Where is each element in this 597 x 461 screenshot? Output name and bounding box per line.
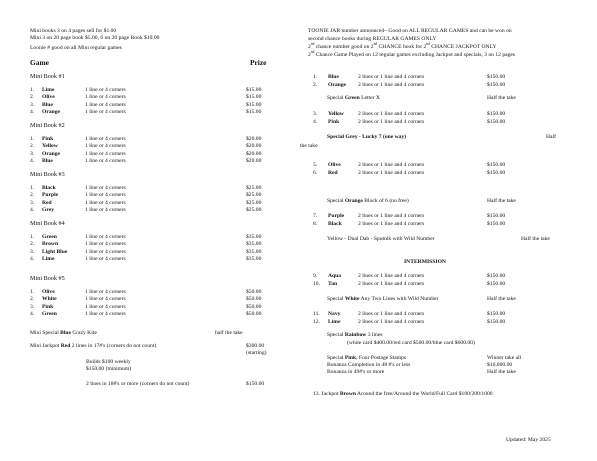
special-post: Letter X — [359, 95, 380, 101]
game-number: 3. — [30, 248, 35, 255]
special-pre: Special — [327, 198, 345, 204]
special-pink-prize: Winner take all — [487, 355, 522, 361]
toonie-note: second chance books during REGULAR GAMES ONLY — [308, 36, 437, 42]
special-orange — [327, 198, 409, 204]
game-prize: $150.00 — [487, 111, 506, 117]
game-description: 2 lines or 1 line and 4 corners — [358, 111, 425, 117]
game-color: Brown — [42, 241, 59, 248]
special-pre: Mini Special — [30, 330, 61, 336]
game-number: 7. — [313, 213, 318, 219]
game-description: 2 lines or 1 line and 4 corners — [358, 162, 425, 168]
game-color: Tan — [328, 281, 338, 287]
game-prize: $150.00 — [487, 119, 506, 125]
game-description: 1 line or 4 corners — [85, 310, 126, 317]
game-prize: $150.00 — [487, 319, 506, 325]
special-color: Blue — [60, 330, 72, 336]
sup: nd — [310, 42, 315, 47]
jackpot-pre: Jackpot — [321, 391, 340, 397]
game-number: 1. — [30, 289, 35, 295]
game-color: Olive — [42, 289, 55, 295]
game-color: Olive — [328, 162, 341, 168]
game-number: 12. — [313, 319, 320, 325]
game-number: 13. — [313, 391, 320, 397]
game-number: 4. — [30, 108, 35, 115]
mini-book-title: Mini Book #1 — [30, 73, 65, 80]
special-white — [327, 296, 439, 302]
jackpot-builds: Builds $100 weekly — [86, 359, 131, 365]
game-prize: $25.00 — [246, 206, 262, 213]
game-number: 1. — [30, 136, 35, 142]
game-prize: $35.00 — [246, 234, 262, 240]
game-color: Purple — [328, 213, 345, 219]
special-pre: Special — [327, 355, 345, 361]
game-prize: $50.00 — [246, 303, 262, 310]
special-green-prize: Half the take — [487, 95, 516, 101]
sup: nd — [373, 42, 378, 47]
game-description: 1 line or 4 corners — [85, 143, 126, 150]
game-prize: $50.00 — [246, 296, 262, 303]
game-number: 10. — [313, 281, 320, 287]
game-color: Navy — [328, 311, 341, 317]
game-prize: $15.00 — [246, 101, 262, 108]
game-color: Blue — [42, 101, 53, 108]
jackpot-post: 2 lines in 17#'s (corners do not count) — [70, 343, 157, 349]
jackpot-prize-note: (starting) — [246, 350, 267, 356]
game-color: Green — [42, 310, 57, 317]
game-prize: $35.00 — [246, 255, 262, 262]
game-number: 2. — [30, 192, 35, 199]
special-color: White — [344, 296, 360, 302]
game-description: 1 line or 4 corners — [85, 248, 126, 255]
text: Chance Game Played on 12 regular games excluding Jackpot and specials, 3 on 12 pages — [314, 52, 516, 58]
mini-book-title: Mini Book #2 — [30, 122, 65, 129]
game-color: Red — [42, 199, 52, 206]
game-description: 1 line or 4 corners — [85, 303, 126, 310]
game-color: Green — [42, 234, 57, 240]
game-description: 2 lines or 1 line and 4 corners — [358, 74, 425, 80]
game-number: 3. — [313, 111, 318, 117]
game-number: 4. — [30, 206, 35, 213]
game-description: 2 lines or 1 line and 4 corners — [358, 273, 425, 279]
game-number: 1. — [30, 234, 35, 240]
game-description: 2 lines or 1 line and 4 corners — [358, 82, 425, 88]
jackpot-color: Red — [60, 343, 71, 349]
jackpot-game — [313, 391, 493, 397]
game-color: Lime — [42, 87, 55, 93]
game-color: Lime — [328, 319, 341, 325]
special-pink — [327, 355, 406, 361]
game-prize: $50.00 — [246, 289, 262, 295]
game-number: 4. — [30, 157, 35, 164]
mini-book-title: Mini Book #3 — [30, 171, 65, 178]
jackpot-post: Around the free/Around the World/Full Card $100/200/1000 — [355, 391, 493, 397]
game-description: 2 lines or 1 line and 4 corners — [358, 319, 425, 325]
game-color: Blue — [328, 74, 339, 80]
game-color: Lime — [42, 255, 55, 262]
special-color: Green — [344, 95, 360, 101]
game-number: 2. — [30, 241, 35, 248]
game-description: 1 line or 4 corners — [85, 289, 126, 295]
game-number: 9. — [313, 273, 318, 279]
game-number: 6. — [313, 170, 318, 176]
bonanza-late-prize: Half the take — [487, 369, 516, 375]
text: CHANCE JACKPOT ONLY — [429, 44, 497, 50]
text: CHANCE book for 2 — [377, 44, 427, 50]
game-color: Olive — [42, 94, 55, 101]
game-description: 1 line or 4 corners — [85, 185, 126, 191]
mini-book-title: Mini Book #5 — [30, 275, 65, 282]
game-number: 8. — [313, 221, 318, 227]
special-pre: Special — [327, 95, 345, 101]
game-number: 4. — [313, 119, 318, 125]
bonanza-completion: Bonanza Completion in 48 #'s or less — [327, 362, 411, 368]
game-description: 1 line or 4 corners — [85, 87, 126, 93]
sputnik-special: Yellow - Dual Dab - Sputnik with Wild Number — [327, 236, 435, 242]
special-orange-prize: Half the take — [487, 198, 516, 204]
game-description: 2 lines or 1 line and 4 corners — [358, 221, 425, 227]
special-green — [327, 95, 380, 101]
jackpot-minimum: $150.00 (minimum) — [86, 366, 132, 372]
game-description: 2 lines or 1 line and 4 corners — [358, 119, 425, 125]
lead: 2 — [308, 44, 311, 50]
special-pre: Special — [327, 332, 345, 338]
bonanza-completion-prize: $10,000.00 — [487, 362, 513, 368]
game-prize: $15.00 — [246, 87, 262, 93]
game-color: Aqua — [328, 273, 342, 279]
game-color: Orange — [328, 82, 347, 88]
game-description: 1 line or 4 corners — [85, 199, 126, 206]
game-number: 3. — [30, 101, 35, 108]
special-post: Block of 6 (no free) — [362, 198, 409, 204]
game-description: 1 line or 4 corners — [85, 108, 126, 115]
bonanza-late: Bonanza in 49#'s or more — [327, 369, 385, 375]
toonie-note: TOONIE JAR number announced– Good on ALL REGULAR GAMES and can be won on — [308, 28, 512, 34]
game-prize: $20.00 — [246, 157, 262, 164]
game-prize: $25.00 — [246, 192, 262, 199]
jackpot-after: 2 lines in 18#'s or more (corners do not count) — [86, 381, 190, 387]
game-description: 1 line or 4 corners — [85, 101, 126, 108]
game-description: 2 lines or 1 line and 4 corners — [358, 213, 425, 219]
game-number: 2. — [30, 143, 35, 150]
game-description: 2 lines or 1 line and 4 corners — [358, 170, 425, 176]
game-description: 1 line or 4 corners — [85, 94, 126, 101]
jackpot-after-prize: $150.00 — [246, 381, 265, 387]
game-number: 3. — [30, 199, 35, 206]
game-prize: $25.00 — [246, 185, 262, 191]
game-prize: $25.00 — [246, 199, 262, 206]
game-number: 3. — [30, 150, 35, 157]
game-prize: $150.00 — [487, 311, 506, 317]
special-white-prize: Half the take — [487, 296, 516, 302]
game-color: Yellow — [42, 143, 58, 150]
jackpot-pre: Mini Jackpot — [30, 343, 61, 349]
special-grey-wrap: the take — [300, 143, 318, 149]
game-number: 2. — [313, 82, 318, 88]
loonie-note: Loonie # good on all Mini regular games — [30, 45, 122, 51]
game-number: 4. — [30, 255, 35, 262]
game-prize: $50.00 — [246, 310, 262, 317]
second-chance-note — [308, 44, 497, 50]
game-prize: $35.00 — [246, 241, 262, 248]
game-prize: $150.00 — [487, 74, 506, 80]
game-color: Blue — [42, 157, 53, 164]
special-pre: Special — [327, 296, 345, 302]
special-rainbow — [327, 332, 383, 338]
prize-header: Prize — [250, 58, 267, 67]
game-number: 3. — [30, 303, 35, 310]
game-prize: $15.00 — [246, 94, 262, 101]
game-description: 1 line or 4 corners — [85, 192, 126, 199]
special-color: Pink — [344, 355, 357, 361]
intro-line: Mini books 3 on 4 pages sell for $1.00 — [30, 28, 117, 34]
game-prize: $150.00 — [487, 273, 506, 279]
mini-book-title: Mini Book #4 — [30, 220, 65, 227]
special-color: Rainbow — [344, 332, 367, 338]
game-color: Orange — [42, 108, 61, 115]
game-number: 5. — [313, 162, 318, 168]
game-number: 4. — [30, 310, 35, 317]
game-color: Black — [42, 185, 56, 191]
sputnik-prize: Half the take — [521, 236, 550, 242]
game-header: Game — [30, 58, 49, 67]
game-prize: $150.00 — [487, 213, 506, 219]
game-prize: $150.00 — [487, 170, 506, 176]
game-prize: $20.00 — [246, 143, 262, 150]
intro-line: Mini 3 on 20 page book $5.00, 6 on 20 page Book $10.00 — [30, 35, 160, 41]
game-prize: $20.00 — [246, 136, 262, 142]
special-grey: Special Grey - Lucky 7 (one way) — [327, 134, 407, 140]
special-post: 3 lines — [366, 332, 383, 338]
mini-jackpot — [30, 343, 156, 349]
game-description: 1 line or 4 corners — [85, 296, 126, 303]
game-description: 1 line or 4 corners — [85, 136, 126, 142]
game-prize: $15.00 — [246, 108, 262, 115]
second-chance-played — [308, 52, 515, 58]
game-description: 2 lines or 1 line and 4 corners — [358, 281, 425, 287]
game-number: 1. — [30, 185, 35, 191]
game-color: Pink — [42, 303, 54, 310]
game-prize: $35.00 — [246, 248, 262, 255]
game-color: Grey — [42, 206, 55, 213]
mini-special — [30, 330, 97, 336]
special-post: Crazy Kite — [71, 330, 97, 336]
lead: 2 — [308, 52, 311, 58]
game-color: White — [42, 296, 57, 303]
special-post: Any Two Lines with Wild Number — [359, 296, 439, 302]
game-color: Black — [328, 221, 342, 227]
jackpot-prize: $300.00 — [246, 343, 265, 349]
game-number: 2. — [30, 94, 35, 101]
game-number: 1. — [313, 74, 318, 80]
game-number: 2. — [30, 296, 35, 303]
rainbow-cards: (white card $400.00/red card $500.00/blue card $600.00) — [347, 340, 475, 346]
intermission: INTERMISSION — [404, 259, 446, 265]
mini-special-prize: half the take — [215, 330, 243, 336]
game-color: Light Blue — [42, 248, 68, 255]
game-description: 1 line or 4 corners — [85, 241, 126, 248]
game-color: Orange — [42, 150, 61, 157]
updated-date: Updated: May 2025 — [506, 437, 551, 443]
game-color: Purple — [42, 192, 59, 199]
game-prize: $150.00 — [487, 162, 506, 168]
special-grey-prize: Half — [546, 134, 556, 140]
special-color: Orange — [344, 198, 363, 204]
sup: nd — [426, 42, 430, 47]
game-color: Red — [328, 170, 338, 176]
game-color: Pink — [328, 119, 340, 125]
game-description: 1 line or 4 corners — [85, 150, 126, 157]
game-prize: $20.00 — [246, 150, 262, 157]
jackpot-color: Brown — [339, 391, 356, 397]
game-number: 1. — [30, 87, 35, 93]
game-prize: $150.00 — [487, 281, 506, 287]
game-description: 1 line or 4 corners — [85, 206, 126, 213]
game-prize: $150.00 — [487, 82, 506, 88]
text: chance number good on 2 — [314, 44, 374, 50]
game-number: 11. — [313, 311, 320, 317]
game-color: Yellow — [328, 111, 344, 117]
game-color: Pink — [42, 136, 54, 142]
game-description: 1 line or 4 corners — [85, 255, 126, 262]
game-description: 2 lines or 1 line and 4 corners — [358, 311, 425, 317]
sup: nd — [310, 50, 315, 55]
game-description: 1 line or 4 corners — [85, 157, 126, 164]
special-post: , Four Postage Stamps — [356, 355, 407, 361]
game-description: 1 line or 4 corners — [85, 234, 126, 240]
game-prize: $150.00 — [487, 221, 506, 227]
